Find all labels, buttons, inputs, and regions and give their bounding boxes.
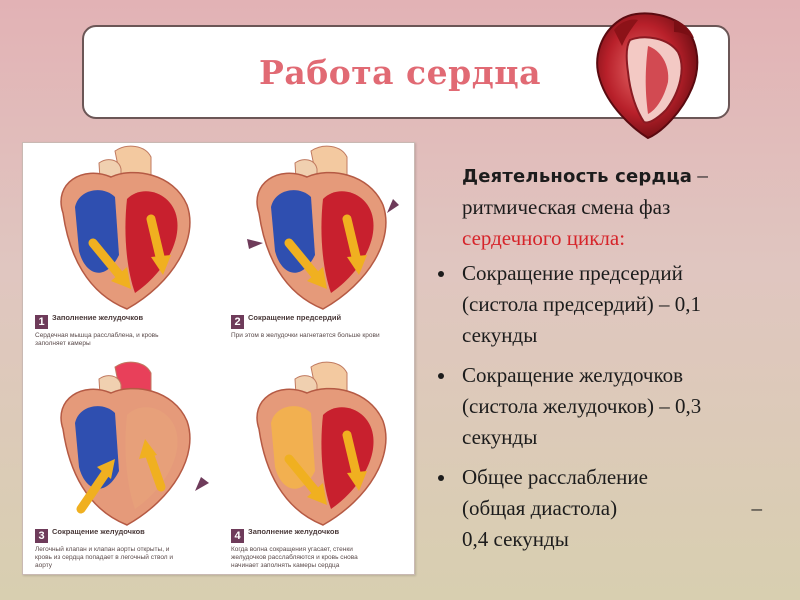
panel-description: Когда волна сокращения угасает, стенки желудочков расслабляются и кровь снова начинает заполнять камеры сердца [231, 546, 358, 569]
panel-number: 1 [35, 315, 48, 329]
heart-phase-panel-3 [23, 359, 219, 575]
panel-number: 2 [231, 315, 244, 329]
heart-photo-image [590, 6, 705, 141]
heart-cycle-figure [22, 142, 415, 575]
content-text [432, 160, 762, 564]
panel-description: Сердечная мышца расслаблена, и кровь заполняет камеры [35, 332, 159, 347]
phase-item-diastole [432, 462, 762, 555]
slide-title: Работа сердца [259, 52, 541, 92]
panel-description: Легочный клапан и клапан аорты открыты, и кровь из сердца попадает в легочный ствол и аорту [35, 546, 174, 569]
phase-diastole-term: (общая диастола) [462, 496, 618, 520]
panel-title: Заполнение желудочков [52, 313, 144, 322]
heart-phase-panel-2 [219, 143, 415, 359]
phase-item-ventricular-systole: Сокращение желудочков (систола желудочков) – 0,3 секунды [432, 360, 762, 453]
heart-diagram-1 [23, 143, 219, 315]
phase-item-atrial-systole: Сокращение предсердий (систола предсердий) – 0,1 секунды [432, 258, 762, 351]
phase-diastole-duration: 0,4 секунды [462, 527, 569, 551]
panel-description: При этом в желудочки нагнетается больше крови [231, 332, 380, 339]
phase-diastole-line2 [462, 493, 762, 524]
panel-title: Сокращение желудочков [52, 527, 145, 536]
heart-diagram-3 [23, 359, 219, 531]
phase-diastole-dash: – [751, 496, 762, 520]
phase-list [432, 258, 762, 555]
heart-diagram-2 [219, 143, 415, 315]
phase-diastole-line1: Общее расслабление [462, 465, 648, 489]
panel-title: Сокращение предсердий [248, 313, 342, 322]
panel-number: 3 [35, 529, 48, 543]
panel-title: Заполнение желудочков [248, 527, 340, 536]
intro-definition: – ритмическая смена фаз [462, 163, 708, 219]
panel-number: 4 [231, 529, 244, 543]
intro-paragraph [432, 160, 762, 254]
heart-phase-panel-4 [219, 359, 415, 575]
heart-phase-panel-1 [23, 143, 219, 359]
intro-highlight: сердечного цикла: [462, 226, 626, 250]
intro-term: Деятельность сердца [462, 166, 693, 187]
heart-diagram-4 [219, 359, 415, 531]
